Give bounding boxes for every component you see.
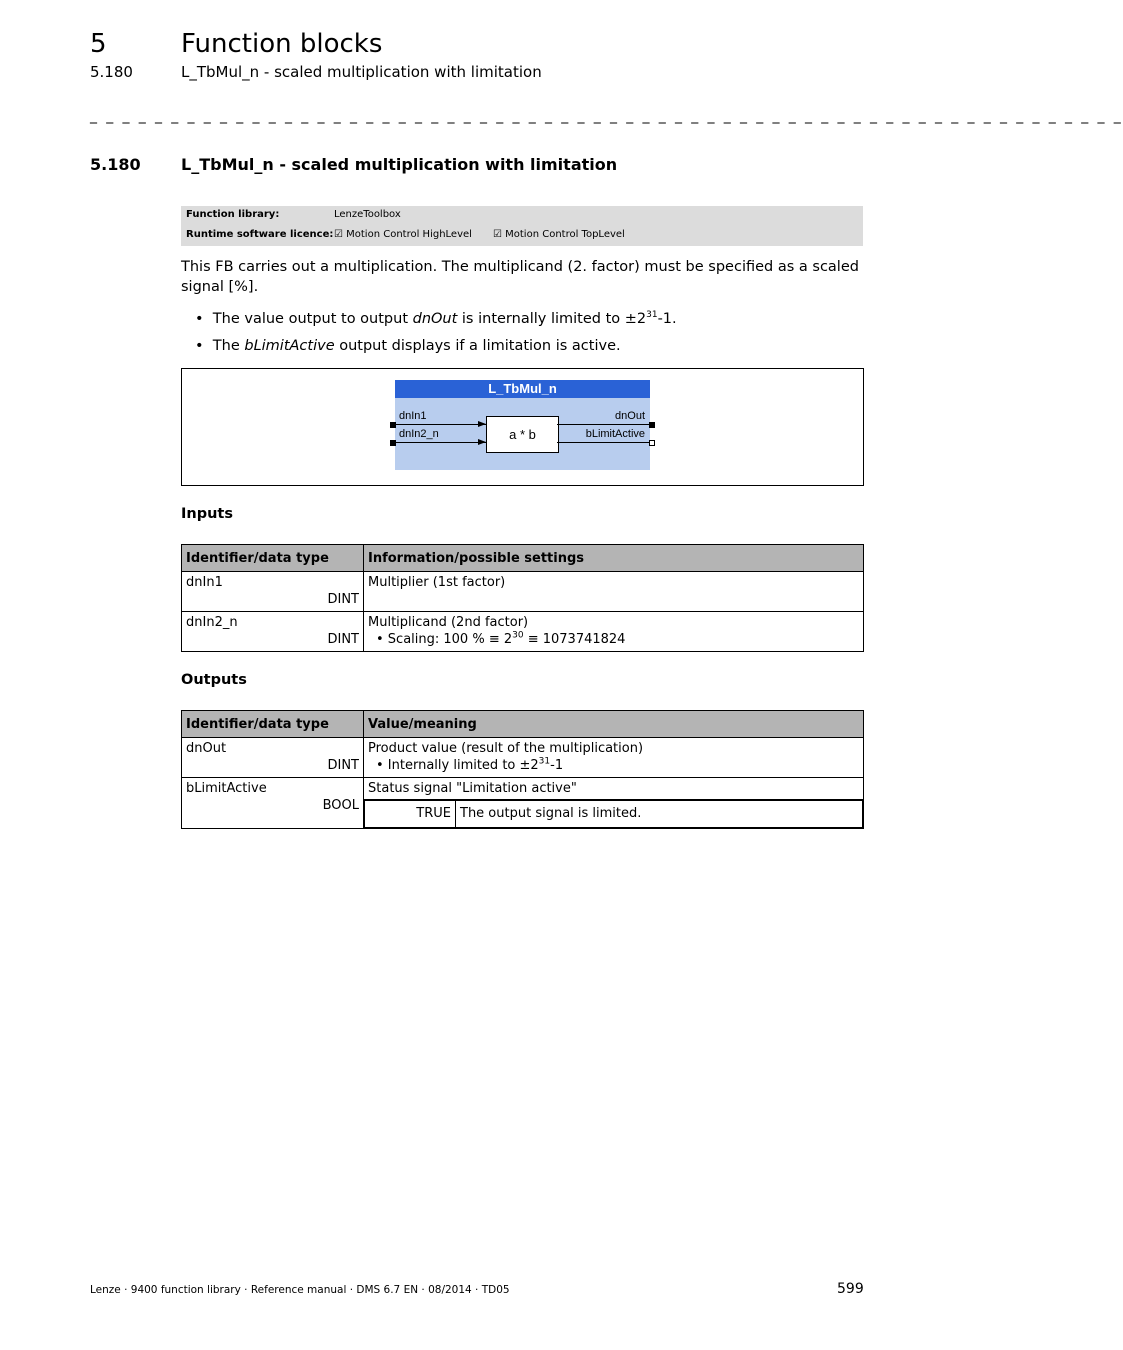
- wire-out2: [557, 442, 650, 443]
- outputs-col-identifier: Identifier/data type: [182, 711, 364, 738]
- chapter-number: 5: [90, 29, 107, 59]
- header-separator: _ _ _ _ _ _ _ _ _ _ _ _ _ _ _ _ _ _ _ _ _ _ _ _ _ _ _ _ _ _ _ _ _ _ _ _ _ _ _ _ _ _ _ _ _ _ _ _ _ _ _ _ _ _ _ _ _ _ _ _ _ _ _ _: [90, 108, 1123, 124]
- wire-in1: [395, 424, 486, 425]
- pin-in2-icon: [390, 440, 396, 446]
- page-number: 599: [837, 1281, 864, 1297]
- info: Multiplier (1st factor): [364, 572, 864, 612]
- bullet-marker: •: [195, 338, 204, 354]
- outputs-table: [181, 710, 864, 829]
- info: Multiplicand (2nd factor): [368, 615, 529, 630]
- licence-label: Runtime software licence:: [186, 229, 334, 240]
- bullet-blimitactive: • The bLimitActive output displays if a limitation is active.: [195, 338, 621, 354]
- output-label-blimitactive: bLimitActive: [585, 428, 645, 440]
- input-label-dnin2: dnIn2_n: [399, 428, 439, 440]
- library-info-box: [181, 206, 863, 246]
- data-type: DINT: [327, 632, 359, 647]
- identifier: bLimitActive: [186, 781, 267, 796]
- licence-highlevel: ☑ Motion Control HighLevel: [334, 229, 472, 240]
- identifier: dnIn2_n: [186, 615, 238, 630]
- pin-out2-icon: [649, 440, 655, 446]
- multiply-core-block: a * b: [486, 416, 559, 453]
- outputs-col-value: Value/meaning: [364, 711, 864, 738]
- outputs-heading: Outputs: [181, 672, 247, 688]
- data-type: DINT: [327, 758, 359, 773]
- intro-paragraph: This FB carries out a multiplication. The multiplicand (2. factor) must be specified as a scaled signal [%].: [181, 259, 859, 295]
- header-section-number: 5.180: [90, 63, 133, 81]
- var-dnout: dnOut: [412, 311, 458, 327]
- info: Status signal "Limitation active": [364, 778, 863, 800]
- pin-in1-icon: [390, 422, 396, 428]
- inputs-heading: Inputs: [181, 506, 233, 522]
- inputs-table: [181, 544, 864, 652]
- info-bullet: • Internally limited to $\pm 2^{31}-1$: [376, 756, 564, 773]
- info: Product value (result of the multiplication): [368, 741, 644, 756]
- table-row: [182, 612, 864, 652]
- pin-out1-icon: [649, 422, 655, 428]
- section-number: 5.180: [90, 155, 141, 174]
- table-row: [182, 572, 864, 612]
- inputs-col-identifier: Identifier/data type: [182, 545, 364, 572]
- bullet-marker: •: [195, 311, 204, 327]
- header-section-title: L_TbMul_n - scaled multiplication with limitation: [181, 63, 542, 81]
- data-type: BOOL: [322, 798, 359, 813]
- library-label: Function library:: [186, 209, 280, 220]
- section-title: L_TbMul_n - scaled multiplication with limitation: [181, 155, 618, 174]
- table-row: [182, 778, 864, 829]
- footer-text: Lenze · 9400 function library · Reference manual · DMS 6.7 EN · 08/2014 · TD05: [90, 1284, 510, 1296]
- wire-out1: [557, 424, 650, 425]
- identifier: dnOut: [186, 741, 227, 756]
- licence-toplevel: ☑ Motion Control TopLevel: [493, 229, 625, 240]
- var-blimitactive: bLimitActive: [244, 338, 335, 354]
- bullet-dnout-limit: • The value output to output dnOut is internally limited to $\pm 2^{31}-1$.: [195, 310, 677, 327]
- inputs-col-info: Information/possible settings: [364, 545, 864, 572]
- function-block-title: L_TbMul_n: [395, 380, 650, 398]
- output-label-dnout: dnOut: [615, 410, 645, 422]
- input-label-dnin1: dnIn1: [399, 410, 427, 422]
- info-bullet: • Scaling: 100 % ≡ $2^{30} \equiv 1073741824$: [376, 630, 626, 647]
- data-type: DINT: [327, 592, 359, 607]
- table-row: [182, 738, 864, 778]
- wire-in2: [395, 442, 486, 443]
- value: TRUE: [365, 801, 456, 828]
- arrowheads-icon: [478, 419, 487, 445]
- chapter-title: Function blocks: [181, 29, 383, 59]
- value-subtable: [364, 800, 863, 828]
- identifier: dnIn1: [186, 575, 223, 590]
- meaning: The output signal is limited.: [456, 801, 863, 828]
- library-value: LenzeToolbox: [334, 209, 401, 220]
